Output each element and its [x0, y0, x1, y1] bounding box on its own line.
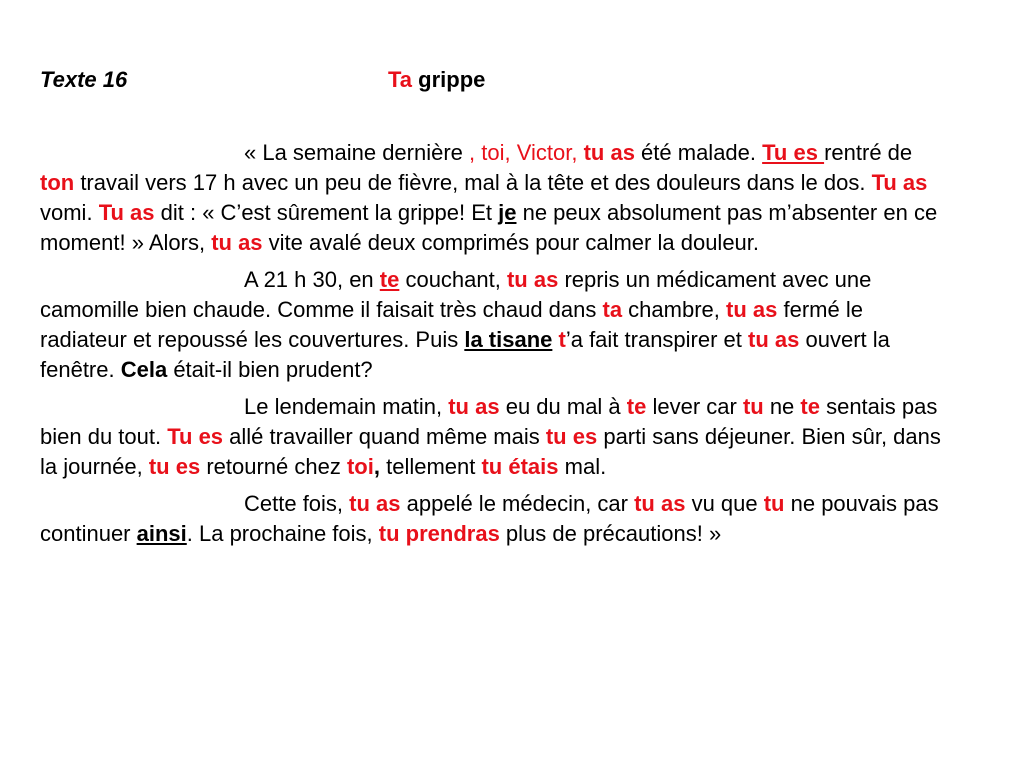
- highlighted-word: tu as: [748, 327, 800, 352]
- highlighted-word: tu as: [506, 267, 559, 292]
- highlighted-word: tu es: [545, 424, 598, 449]
- text-run: travail vers 17 h avec un peu de fièvre, mal à la tête et des douleurs dans le dos.: [74, 170, 872, 195]
- emphasized-word: ,: [373, 454, 380, 479]
- highlighted-word: tu as: [634, 491, 686, 516]
- text-run: allé travailler quand même mais: [223, 424, 546, 449]
- emphasized-word: Cela: [120, 357, 168, 382]
- text-run: tellement: [379, 454, 482, 479]
- text-run: parti sans déjeuner. Bien sûr, dans la journée,: [40, 424, 941, 479]
- highlighted-word: Tu as: [871, 170, 928, 195]
- text-run: vomi.: [40, 200, 99, 225]
- paragraph: [40, 392, 950, 482]
- emphasized-word: je: [498, 200, 517, 225]
- text-run: A 21 h 30, en: [244, 267, 380, 292]
- highlighted-word: ton: [40, 170, 75, 195]
- highlighted-word: tu as: [211, 230, 263, 255]
- highlighted-word: Tu as: [98, 200, 155, 225]
- paragraph: [40, 265, 950, 385]
- highlighted-word: tu prendras: [378, 521, 500, 546]
- text-run: était-il bien prudent?: [167, 357, 373, 382]
- text-run: Cette fois,: [244, 491, 350, 516]
- text-run: retourné chez: [200, 454, 347, 479]
- highlighted-word: tu as: [349, 491, 401, 516]
- text-run: rentré de: [824, 140, 913, 165]
- text-run: dit : « C’est sûrement la grippe! Et: [154, 200, 499, 225]
- highlighted-word: tu es: [148, 454, 201, 479]
- text-run: sentais pas bien du tout.: [40, 394, 938, 449]
- text-run: mal.: [558, 454, 607, 479]
- text-run: plus de précautions! »: [499, 521, 722, 546]
- slide-title: [388, 64, 485, 96]
- highlighted-word: Tu es: [762, 140, 825, 165]
- text-run: eu du mal à: [499, 394, 627, 419]
- highlighted-word: t: [558, 327, 566, 352]
- highlighted-word: te: [800, 394, 820, 419]
- text-run: . La prochaine fois,: [186, 521, 379, 546]
- highlighted-word: tu étais: [481, 454, 559, 479]
- text-run: « La semaine dernière: [244, 140, 470, 165]
- text-run: lever car: [646, 394, 743, 419]
- text-run: ne: [763, 394, 801, 419]
- title-accent-word: Ta: [388, 67, 413, 92]
- text-run: vu que: [685, 491, 764, 516]
- text-number-label: Texte 16: [40, 67, 128, 92]
- highlighted-word: tu as: [448, 394, 500, 419]
- highlighted-word: tu: [763, 491, 785, 516]
- emphasized-word: la tisane: [464, 327, 553, 352]
- text-run: fermé le radiateur et repoussé les couvertures. Puis: [40, 297, 863, 352]
- text-run: été malade.: [634, 140, 763, 165]
- paragraph: [40, 489, 950, 549]
- highlighted-word: tu: [742, 394, 764, 419]
- text-run: vite avalé deux comprimés pour calmer la douleur.: [262, 230, 760, 255]
- text-run: ouvert la fenêtre.: [40, 327, 890, 382]
- highlighted-word: te: [626, 394, 647, 419]
- slide-heading: [40, 64, 980, 96]
- text-run: Le lendemain matin,: [244, 394, 449, 419]
- text-run: couchant,: [399, 267, 507, 292]
- highlighted-word: Tu es: [167, 424, 224, 449]
- text-run: appelé le médecin, car: [400, 491, 635, 516]
- title-rest-word: grippe: [418, 67, 486, 92]
- text-run: ne peux absolument pas m’absenter en ce moment! » Alors,: [40, 200, 938, 255]
- highlighted-word: toi: [346, 454, 374, 479]
- story-body: [40, 138, 950, 556]
- text-run: ne pouvais pas continuer: [40, 491, 939, 546]
- text-run: chambre,: [622, 297, 726, 322]
- highlighted-word: , toi, Victor,: [469, 140, 584, 165]
- paragraph: [40, 138, 950, 258]
- text-run: repris un médicament avec une camomille bien chaude. Comme il faisait très chaud dans: [40, 267, 872, 322]
- highlighted-word: te: [379, 267, 400, 292]
- highlighted-word: tu as: [726, 297, 778, 322]
- highlighted-word: tu as: [583, 140, 635, 165]
- text-run: ’a fait transpirer et: [565, 327, 749, 352]
- emphasized-word: ainsi: [136, 521, 187, 546]
- highlighted-word: ta: [602, 297, 623, 322]
